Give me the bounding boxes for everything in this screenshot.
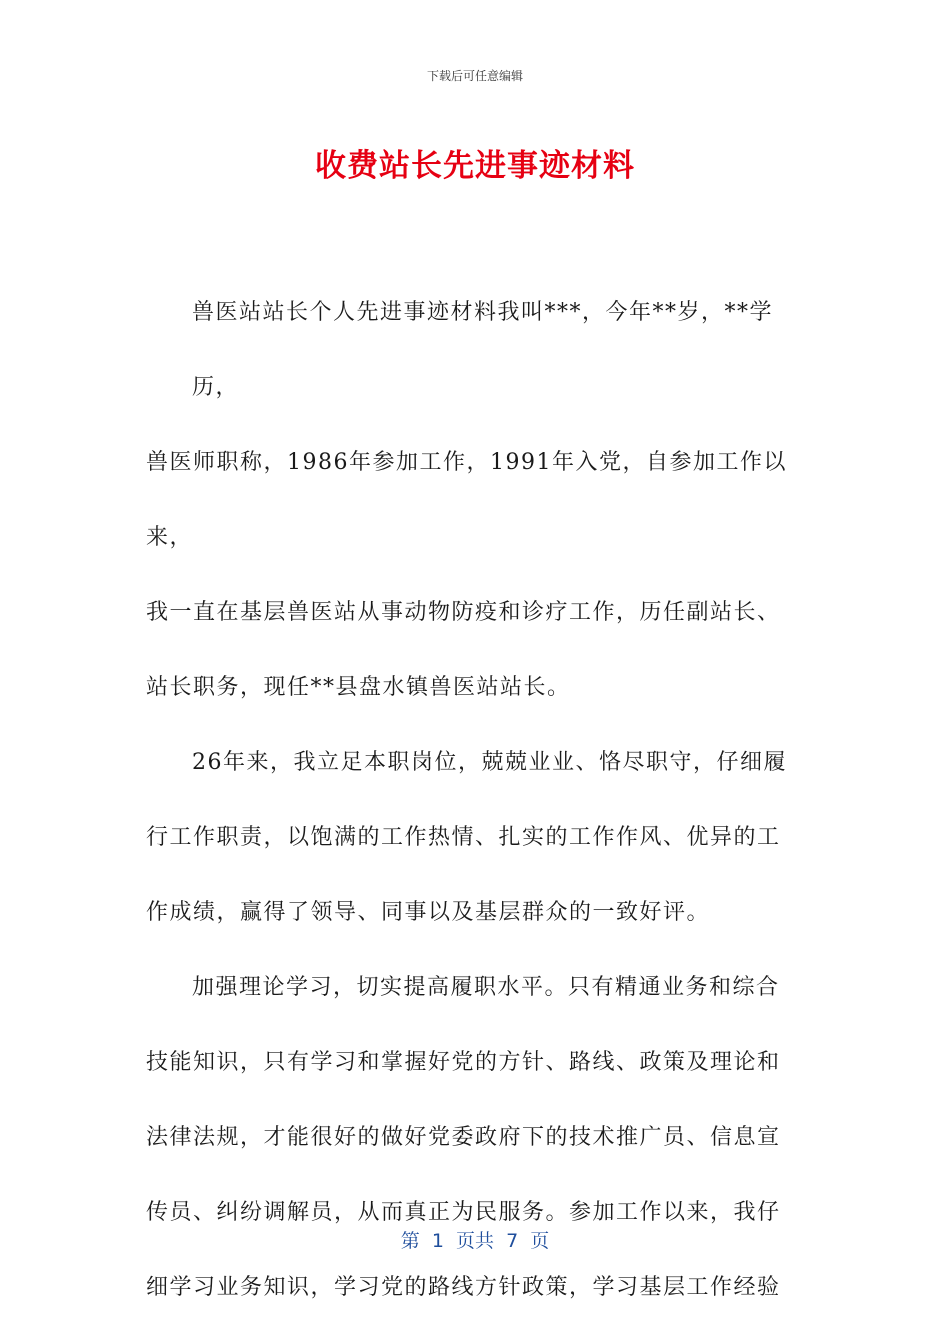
body-line: 兽医站站长个人先进事迹材料我叫***，今年**岁，**学历，	[192, 300, 774, 400]
body-line: 兽医师职称，1986年参加工作，1991年入党，自参加工作以来，	[146, 450, 787, 550]
body-line: 站长职务，现任**县盘水镇兽医站站长。	[146, 675, 571, 700]
body-line: 细学习业务知识，学习党的路线方针政策，学习基层工作经验	[146, 1275, 781, 1300]
header-note: 下载后可任意编辑	[426, 69, 523, 83]
document-title: 收费站长先进事迹材料	[315, 148, 635, 184]
body-line: 技能知识，只有学习和掌握好党的方针、路线、政策及理论和	[146, 1050, 781, 1075]
body-line: 加强理论学习，切实提高履职水平。只有精通业务和综合	[192, 975, 780, 1000]
body-line: 26年来，我立足本职岗位，兢兢业业、恪尽职守，仔细履	[192, 750, 787, 775]
body-line: 法律法规，才能很好的做好党委政府下的技术推广员、信息宣	[146, 1125, 781, 1150]
page-number-footer: 第 1 页共 7 页	[400, 1230, 550, 1252]
document-body	[146, 275, 814, 1325]
body-line: 我一直在基层兽医站从事动物防疫和诊疗工作，历任副站长、	[146, 600, 781, 625]
body-line: 行工作职责，以饱满的工作热情、扎实的工作作风、优异的工	[146, 825, 781, 850]
body-line: 传员、纠纷调解员，从而真正为民服务。参加工作以来，我仔	[146, 1200, 781, 1225]
body-line: 作成绩，赢得了领导、同事以及基层群众的一致好评。	[146, 900, 711, 925]
